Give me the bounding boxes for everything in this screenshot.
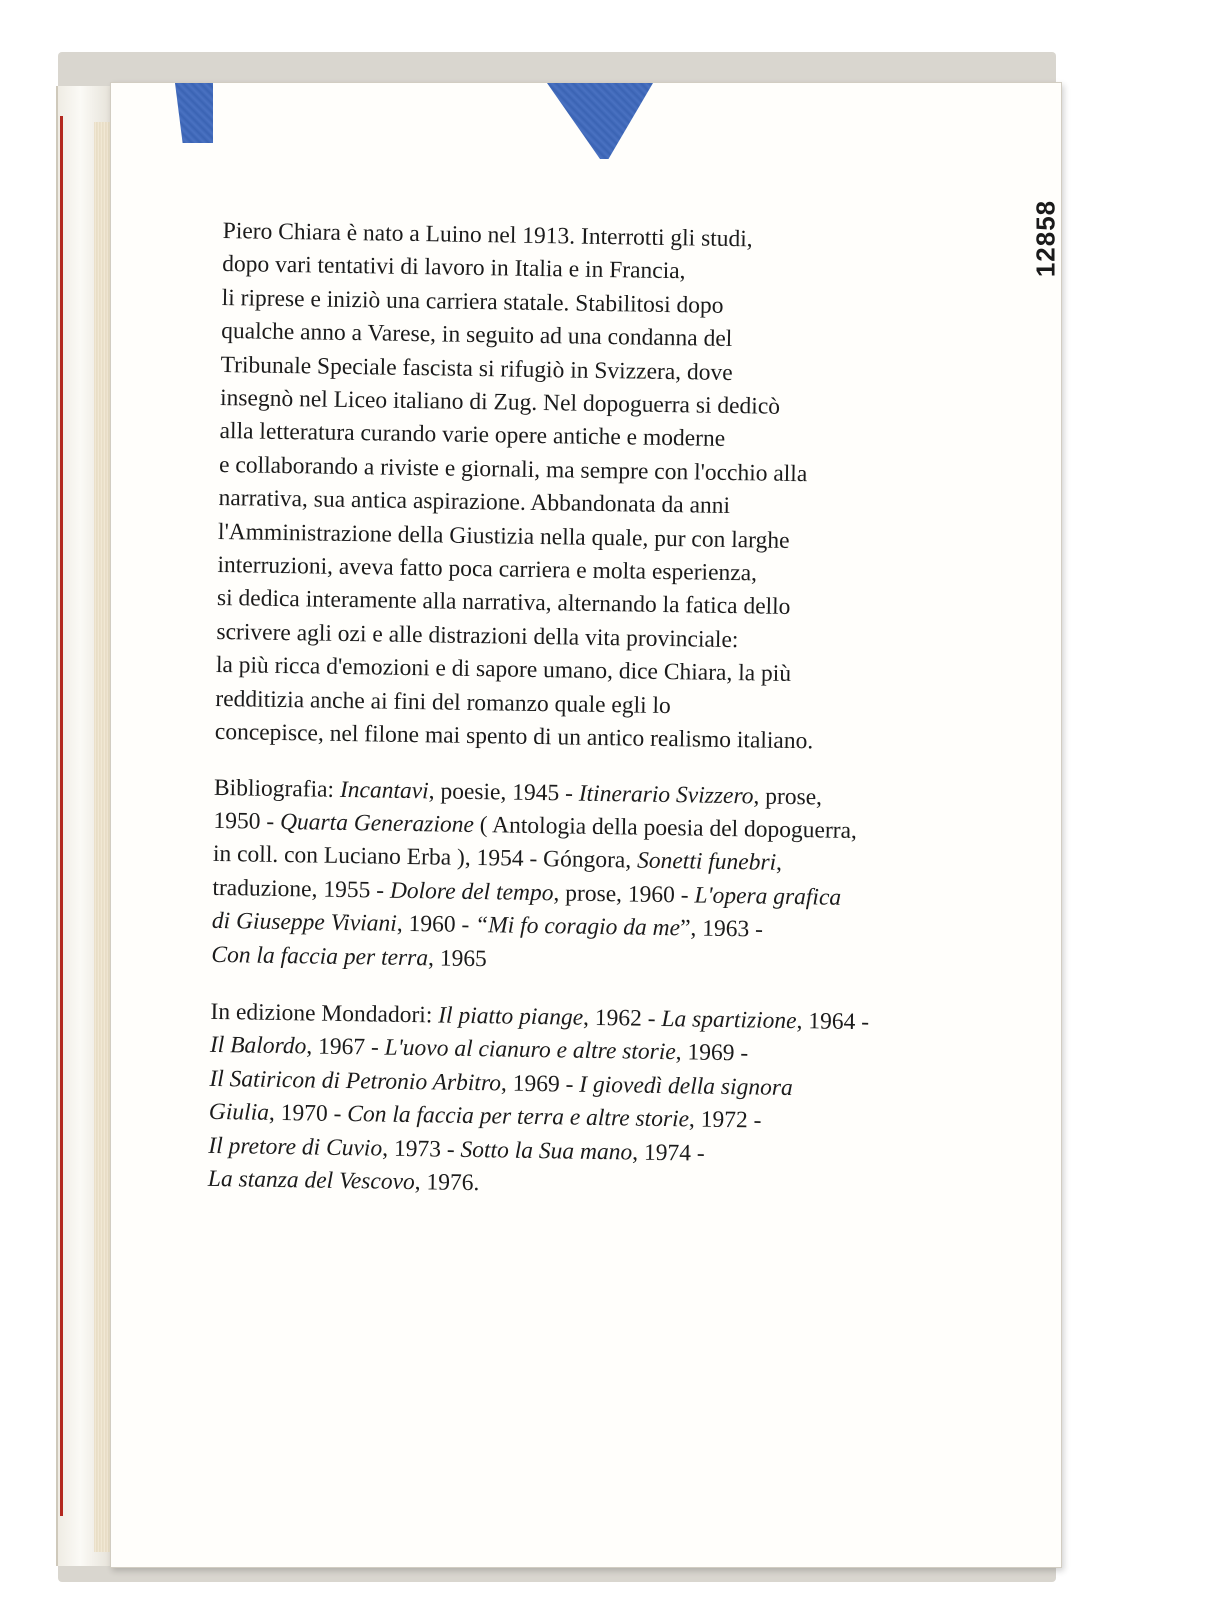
work-info: , 1969 - <box>500 1070 580 1098</box>
bio-line: li riprese e iniziò una carriera statale. Stabilitosi dopo <box>221 284 724 319</box>
bio-line: si dedica interamente alla narrativa, alternando la fatica dello <box>216 585 791 621</box>
work-title: Il pretore di Cuvio <box>208 1132 383 1162</box>
work-title: Sonetti funebri <box>636 847 777 877</box>
work-info: , 1964 - <box>796 1008 870 1036</box>
work-title: Quarta Generazione <box>279 808 475 838</box>
work-info: , 1967 - <box>306 1033 385 1061</box>
work-title: L'opera grafica <box>694 882 842 911</box>
biblio-lead: Bibliografia: <box>213 774 341 803</box>
bio-line: Piero Chiara è nato a Luino nel 1913. Interrotti gli studi, <box>222 217 753 253</box>
bio-line: Tribunale Speciale fascista si rifugiò in Svizzera, dove <box>220 351 733 386</box>
bio-line: redditizia anche ai fini del romanzo quale egli lo <box>215 685 672 719</box>
work-title: Dolore del tempo <box>389 877 554 906</box>
bio-line: narrativa, sua antica aspirazione. Abbandonata da anni <box>218 485 731 520</box>
bio-line: e collaborando a riviste e giornali, ma sempre con l'occhio alla <box>218 451 808 488</box>
work-info: , prose, <box>753 782 823 810</box>
book-back-cover-photo <box>52 46 1061 1574</box>
mondadori-paragraph <box>208 996 911 1207</box>
work-info: , 1965 <box>427 944 488 972</box>
bio-line: concepisce, nel filone mai spento di un antico realismo italiano. <box>214 719 814 755</box>
work-info: ”, 1963 - <box>679 915 764 943</box>
work-title: Il Balordo <box>209 1032 307 1060</box>
blue-tape-middle <box>547 83 653 159</box>
work-title: I giovedì della signora <box>579 1071 793 1101</box>
bio-line: alla letteratura curando varie opere antiche e moderne <box>219 418 726 453</box>
work-info: , poesie, 1945 - <box>428 777 580 807</box>
work-info: 1950 - <box>213 807 281 835</box>
work-info: , prose, 1960 - <box>553 879 695 909</box>
work-info: , 1972 - <box>688 1106 762 1134</box>
work-info: , 1970 - <box>268 1099 348 1128</box>
work-title: La stanza del Vescovo <box>207 1165 415 1196</box>
work-info: , 1974 - <box>631 1139 705 1167</box>
bibliography-paragraph <box>211 771 914 982</box>
work-info: , <box>775 850 783 877</box>
work-title: Con la faccia per terra e altre storie <box>347 1101 690 1133</box>
work-info: ( Antologia della poesia del dopoguerra, <box>473 811 858 844</box>
work-info: traduzione, 1955 - <box>212 874 391 904</box>
bio-line: dopo vari tentativi di lavoro in Italia e in Francia, <box>222 251 686 285</box>
work-info: , 1973 - <box>382 1135 461 1163</box>
catalog-number-text: 12858 <box>1030 199 1061 278</box>
work-info: , 1962 - <box>582 1004 662 1032</box>
work-title: Il piatto piange <box>438 1002 584 1031</box>
work-info: , 1969 - <box>675 1039 749 1067</box>
biography-paragraph <box>215 215 923 760</box>
work-title: Con la faccia per terra <box>211 941 429 971</box>
bio-line: l'Amministrazione della Giustizia nella quale, pur con larghe <box>217 518 790 554</box>
catalog-number <box>1011 173 1071 313</box>
work-info: , 1976. <box>414 1169 480 1197</box>
work-info: in coll. con Luciano Erba ), 1954 - Góngora, <box>212 841 638 874</box>
work-title: Itinerario Svizzero <box>578 780 754 809</box>
work-title: di Giuseppe Viviani <box>211 908 398 937</box>
bio-line: qualche anno a Varese, in seguito ad una condanna del <box>220 318 733 353</box>
work-title: Giulia <box>208 1099 270 1126</box>
work-title: Sotto la Sua mano <box>460 1136 633 1166</box>
work-info: , 1960 - <box>396 910 476 939</box>
blue-tape-left <box>175 83 213 143</box>
spine-red-edge <box>60 116 63 1516</box>
cover-text <box>208 215 923 1207</box>
work-title: Incantavi <box>339 776 429 804</box>
work-title: L'uovo al cianuro e altre storie <box>384 1034 676 1066</box>
work-title: “Mi fo coragio da me <box>474 912 681 942</box>
bio-line: interruzioni, aveva fatto poca carriera e molta esperienza, <box>217 552 758 587</box>
bio-line: insegnò nel Liceo italiano di Zug. Nel dopoguerra si dedicò <box>219 385 781 420</box>
back-cover <box>110 82 1062 1568</box>
bio-line: scrivere agli ozi e alle distrazioni della vita provinciale: <box>216 618 739 654</box>
mondadori-lead: In edizione Mondadori: <box>210 998 439 1029</box>
bio-line: la più ricca d'emozioni e di sapore umano, dice Chiara, la più <box>215 652 792 688</box>
work-title: Il Satiricon di Petronio Arbitro <box>209 1065 502 1097</box>
work-title: La spartizione <box>661 1005 797 1035</box>
